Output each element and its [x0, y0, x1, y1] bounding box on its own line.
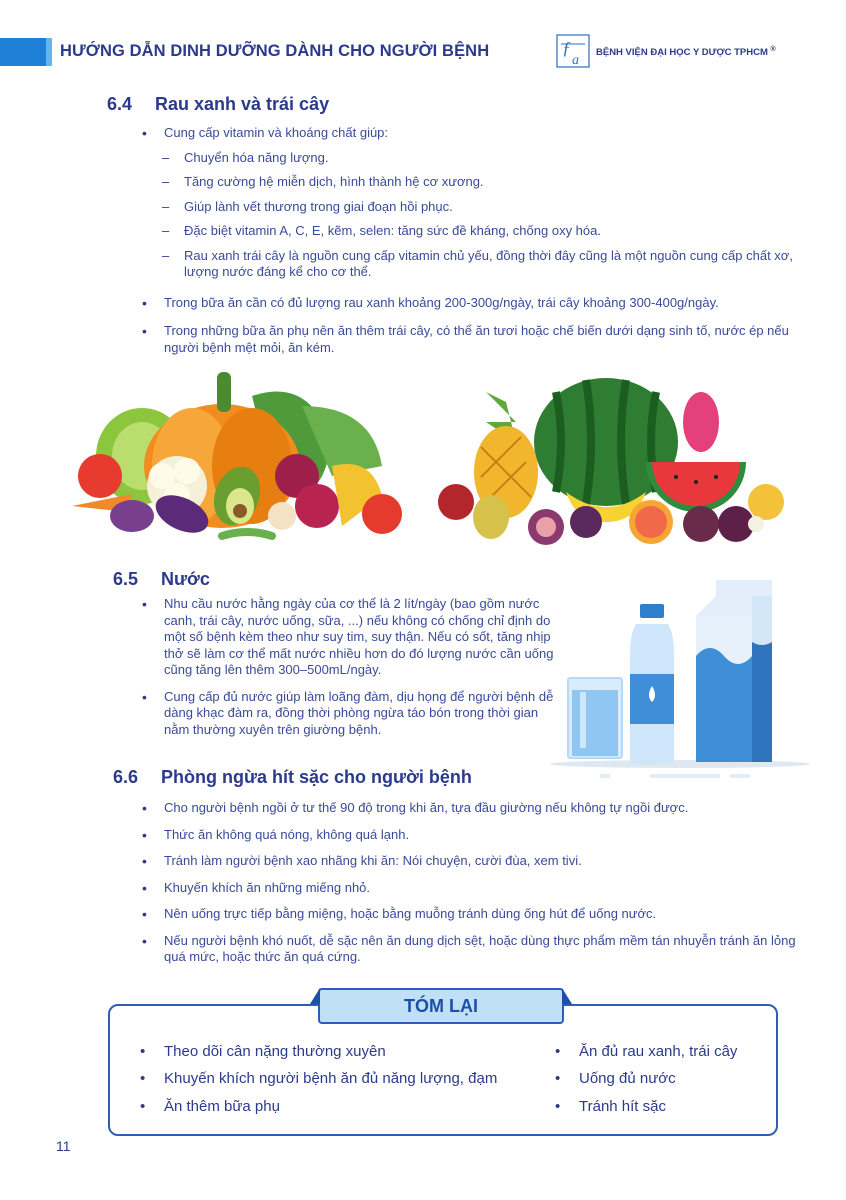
list-item: • Trong bữa ăn cần có đủ lượng rau xanh khoảng 200-300g/ngày, trái cây khoảng 300-400g/ngày.: [138, 295, 818, 312]
hospital-name: BỆNH VIỆN ĐẠI HỌC Y DƯỢC TPHCM ®: [596, 46, 776, 59]
section-6-6-list: [138, 800, 798, 966]
svg-text:a: a: [572, 53, 579, 68]
header-accent-bar: [0, 38, 46, 66]
summary-item: • Ăn thêm bữa phụ: [138, 1098, 280, 1115]
fruits-illustration: [436, 352, 796, 556]
sub-list-item: – Chuyển hóa năng lượng.: [138, 150, 818, 167]
list-item: • Nên uống trực tiếp bằng miệng, hoặc bằng muỗng tránh dùng ống hút để uống nước.: [138, 906, 798, 923]
list-item: • Cho người bệnh ngồi ở tư thế 90 độ trong khi ăn, tựa đầu giường nếu không tự ngồi được.: [138, 800, 798, 817]
section-6-5-list: [138, 596, 558, 738]
summary-title: TÓM LẠI: [318, 988, 564, 1024]
sub-list-item: – Đặc biệt vitamin A, C, E, kẽm, selen: tăng sức đề kháng, chống oxy hóa.: [138, 223, 818, 240]
svg-text:ƒ: ƒ: [562, 38, 571, 58]
summary-item: • Khuyến khích người bệnh ăn đủ năng lượng, đạm: [138, 1070, 497, 1087]
sub-list-item: – Rau xanh trái cây là nguồn cung cấp vitamin chủ yếu, đồng thời đây cũng là một nguồn cung cấp chất xơ, lượng nước đáng kể cho cơ thể.: [138, 248, 818, 281]
summary-item: • Tránh hít sặc: [553, 1098, 666, 1115]
sub-list-item: – Giúp lành vết thương trong giai đoạn hồi phục.: [138, 199, 818, 216]
section-heading-6-6: 6.6 Phòng ngừa hít sặc cho người bệnh: [113, 767, 472, 787]
list-item: • Tránh làm người bệnh xao nhãng khi ăn: Nói chuyện, cười đùa, xem tivi.: [138, 853, 798, 870]
summary-item: • Uống đủ nước: [553, 1070, 676, 1087]
section-heading-6-4: 6.4 Rau xanh và trái cây: [107, 94, 330, 114]
header-title: HƯỚNG DẪN DINH DƯỠNG DÀNH CHO NGƯỜI BỆNH: [60, 42, 490, 60]
page-number: 11: [56, 1138, 71, 1154]
summary-item: • Theo dõi cân nặng thường xuyên: [138, 1043, 386, 1060]
list-item: • Nếu người bệnh khó nuốt, dễ sặc nên ăn dung dịch sệt, hoặc dùng thực phẩm mềm tán nhuyễn tránh ăn lỏng quá mức, hoặc thức ăn quá cứng.: [138, 933, 798, 966]
list-item: • Khuyến khích ăn những miếng nhỏ.: [138, 880, 798, 897]
list-item: • Thức ăn không quá nóng, không quá lạnh.: [138, 827, 798, 844]
water-milk-illustration: [540, 578, 810, 783]
vegetables-illustration: [72, 366, 432, 556]
list-item: • Cung cấp vitamin và khoáng chất giúp:: [138, 125, 818, 142]
list-item: • Cung cấp đủ nước giúp làm loãng đàm, dịu họng để người bệnh dễ dàng khạc đàm ra, đồng thời phòng ngừa táo bón trong thời gian nằm thường xuyên trên giường bệnh.: [138, 689, 558, 739]
sub-list-item: – Tăng cường hệ miễn dịch, hình thành hệ cơ xương.: [138, 174, 818, 191]
section-6-4-list: [138, 125, 818, 356]
hospital-logo-icon: [556, 34, 590, 68]
section-heading-6-5: 6.5 Nước: [113, 569, 210, 589]
summary-item: • Ăn đủ rau xanh, trái cây: [553, 1043, 737, 1060]
list-item: • Nhu cầu nước hằng ngày của cơ thể là 2 lít/ngày (bao gồm nước canh, trái cây, nước uống, sữa, ...) nếu không có chống chỉ định do một số bệnh kèm theo như suy tim, suy thận. Nếu có sốt, tăng nhịp thở sẽ làm cơ thể mất nước nhiều hơn do đó lượng nước cần uống cũng tăng lên thêm 300–500mL/ngày.: [138, 596, 558, 679]
list-item: • Trong những bữa ăn phụ nên ăn thêm trái cây, có thể ăn tươi hoặc chế biến dưới dạng sinh tố, nước ép nếu người bệnh mệt mỏi, ăn kém.: [138, 323, 818, 356]
